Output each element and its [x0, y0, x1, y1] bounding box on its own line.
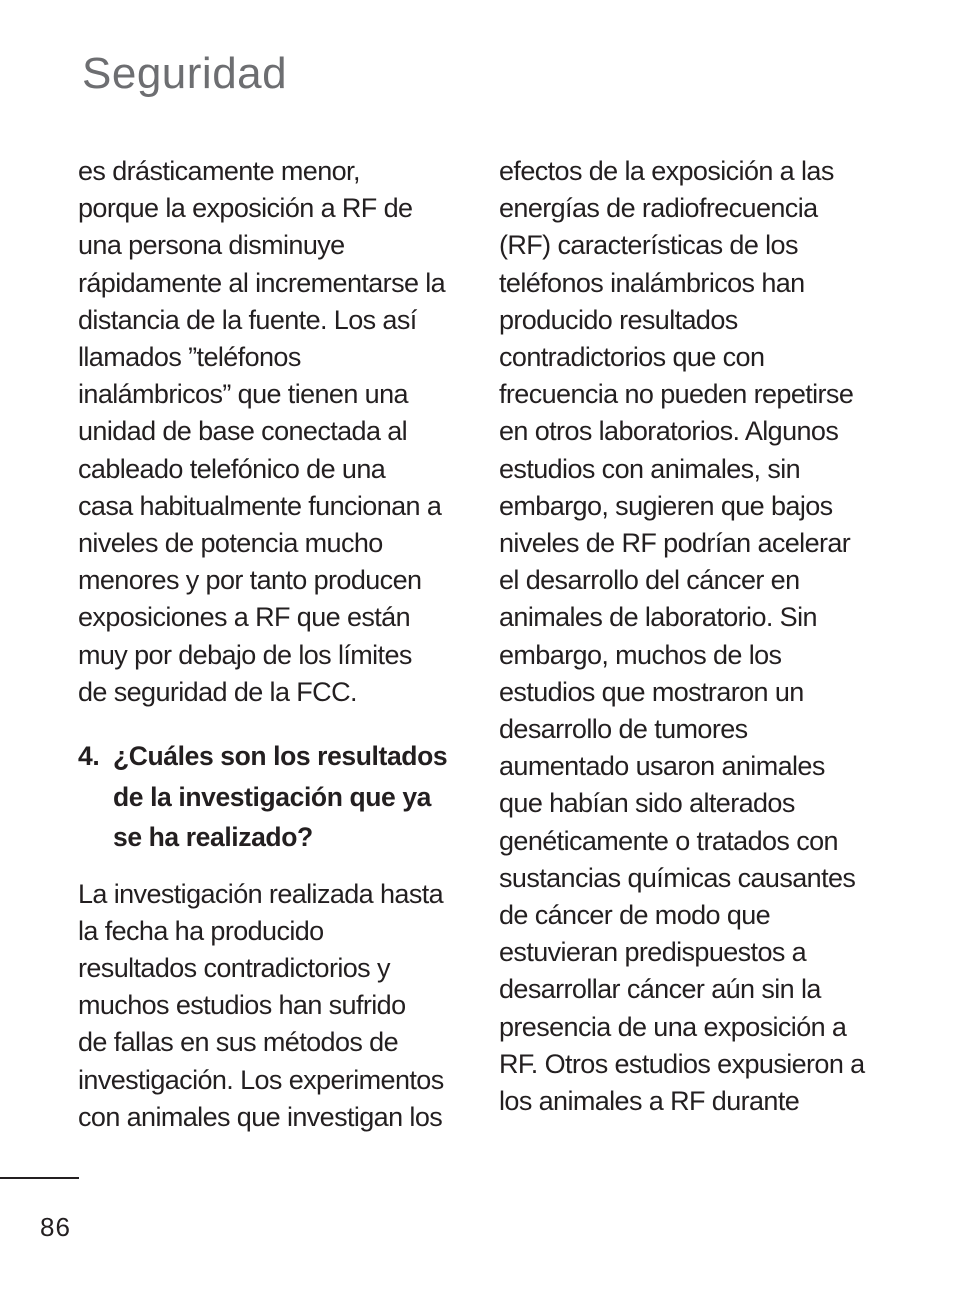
text-line: estuvieran predispuestos a	[499, 937, 807, 968]
text-line: RF. Otros estudios expusieron a	[499, 1048, 865, 1079]
text-line: aumentado usaron animales	[499, 751, 825, 782]
text-line: de cáncer de modo que	[499, 900, 771, 931]
text-line: La investigación realizada hasta	[78, 878, 444, 909]
text-line: investigación. Los experimentos	[78, 1064, 444, 1095]
text-line: efectos de la exposición a las	[499, 156, 834, 186]
text-line: niveles de potencia mucho	[78, 528, 383, 559]
text-line: que habían sido alterados	[499, 788, 795, 819]
text-line: contradictorios que con	[499, 342, 765, 373]
page-number: 86	[40, 1212, 71, 1242]
question-number: 4.	[78, 741, 100, 772]
text-line: teléfonos inalámbricos han	[499, 267, 805, 298]
text-line: la fecha ha producido	[78, 915, 324, 946]
question-line: se ha realizado?	[113, 822, 313, 853]
text-line: sustancias químicas causantes	[499, 862, 856, 893]
question-line: ¿Cuáles son los resultados	[113, 741, 448, 772]
text-line: casa habitualmente funcionan a	[78, 490, 442, 521]
text-line: con animales que investigan los	[78, 1101, 443, 1132]
question-heading	[78, 736, 470, 858]
text-line: animales de laboratorio. Sin	[499, 602, 817, 633]
text-line: unidad de base conectada al	[78, 416, 408, 447]
text-line: resultados contradictorios y	[78, 952, 390, 983]
text-line: porque la exposición a RF de	[78, 193, 413, 224]
body-paragraph-3	[499, 153, 891, 1120]
text-line: embargo, sugieren que bajos	[499, 490, 833, 521]
footer-divider	[0, 1177, 79, 1179]
text-line: en otros laboratorios. Algunos	[499, 416, 839, 447]
text-line: menores y por tanto producen	[78, 565, 422, 596]
text-line: energías de radiofrecuencia	[499, 193, 818, 224]
page-title: Seguridad	[82, 49, 288, 98]
text-line: es drásticamente menor,	[78, 156, 360, 186]
text-line: el desarrollo del cáncer en	[499, 565, 800, 596]
text-line: (RF) características de los	[499, 230, 798, 261]
text-line: frecuencia no pueden repetirse	[499, 379, 854, 410]
text-line: de fallas en sus métodos de	[78, 1027, 399, 1058]
text-line: los animales a RF durante	[499, 1086, 800, 1117]
text-line: presencia de una exposición a	[499, 1011, 847, 1042]
text-line: distancia de la fuente. Los así	[78, 304, 417, 335]
text-line: cableado telefónico de una	[78, 453, 386, 484]
text-line: muchos estudios han sufrido	[78, 990, 406, 1021]
left-column	[78, 153, 470, 1136]
body-paragraph-1	[78, 153, 470, 711]
text-line: muy por debajo de los límites	[78, 639, 412, 670]
text-line: estudios con animales, sin	[499, 453, 801, 484]
text-line: niveles de RF podrían acelerar	[499, 528, 851, 559]
question-line: de la investigación que ya	[113, 781, 432, 812]
text-line: producido resultados	[499, 304, 738, 335]
text-line: embargo, muchos de los	[499, 639, 782, 670]
text-line: genéticamente o tratados con	[499, 825, 838, 856]
right-column	[499, 153, 891, 1120]
text-line: inalámbricos” que tienen una	[78, 379, 408, 410]
text-line: de seguridad de la FCC.	[78, 676, 357, 707]
text-line: desarrollo de tumores	[499, 714, 748, 745]
text-line: desarrollar cáncer aún sin la	[499, 974, 821, 1005]
text-line: rápidamente al incrementarse la	[78, 267, 446, 298]
text-line: exposiciones a RF que están	[78, 602, 411, 633]
text-line: llamados ”teléfonos	[78, 342, 301, 373]
body-paragraph-2	[78, 876, 470, 1136]
text-line: una persona disminuye	[78, 230, 345, 261]
text-line: estudios que mostraron un	[499, 676, 804, 707]
